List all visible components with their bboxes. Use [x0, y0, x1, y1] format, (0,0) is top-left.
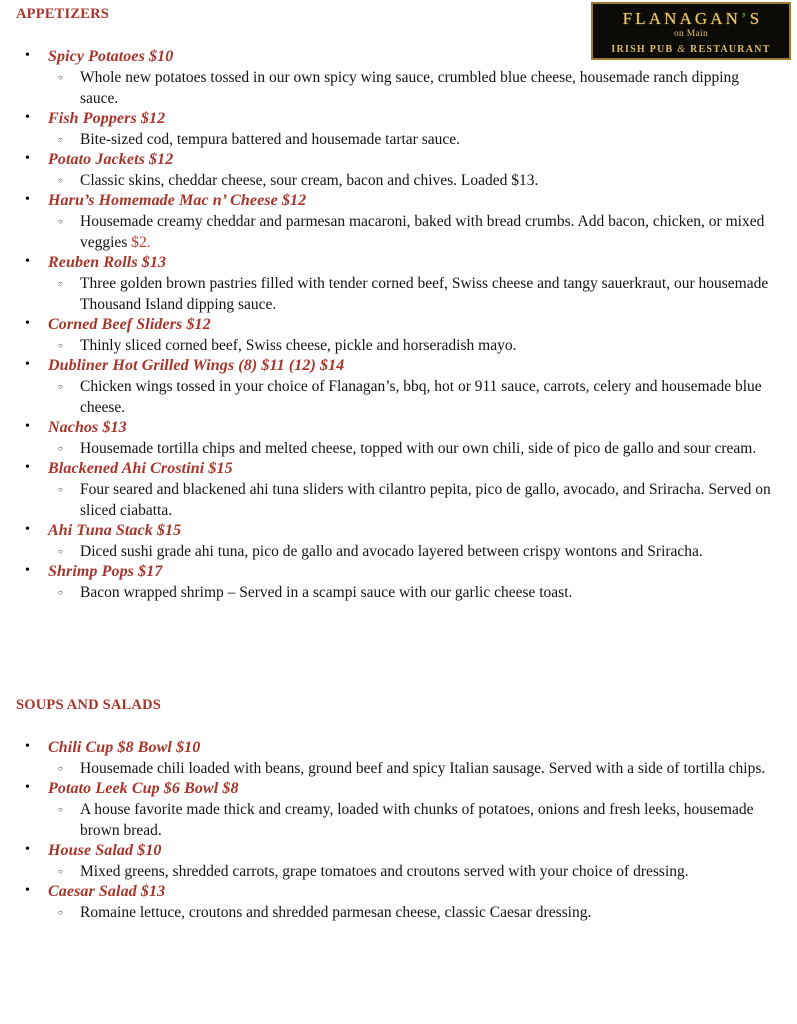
logo-apostrophe-shamrock: ’	[740, 9, 750, 28]
menu-item-name: • Potato Jackets $12	[48, 151, 174, 168]
menu-item-name: • Corned Beef Sliders $12	[48, 316, 211, 333]
menu-item	[0, 47, 781, 109]
logo-tagline-left: IRISH PUB	[611, 43, 674, 55]
menu-item-addon-price: $2.	[131, 234, 151, 251]
menu-item-description: ○ Thinly sliced corned beef, Swiss cheese, pickle and horseradish mayo.	[80, 337, 517, 354]
logo-subtitle: on Main	[673, 29, 709, 39]
menu-item-name: • Ahi Tuna Stack $15	[48, 522, 182, 539]
menu-item-description-row	[48, 799, 781, 841]
menu-item	[0, 109, 781, 150]
menu-item-description-row	[48, 170, 781, 191]
menu-item-name: • Dubliner Hot Grilled Wings (8) $11 (12) $14	[48, 357, 345, 374]
menu-item-description-row	[48, 902, 781, 923]
menu-item-name: • Spicy Potatoes $10	[48, 48, 174, 65]
menu-item-description-row	[48, 211, 781, 253]
menu-item-name: • Caesar Salad $13	[48, 883, 166, 900]
menu-item-description-row	[48, 376, 781, 418]
logo-tagline-ampersand: &	[677, 43, 687, 55]
menu-item-description-row	[48, 438, 781, 459]
menu-item	[0, 150, 781, 191]
menu-item-name: • Blackened Ahi Crostini $15	[48, 460, 233, 477]
menu-item-name: • House Salad $10	[48, 842, 162, 859]
menu-item-description-row	[48, 582, 781, 603]
logo-wordmark	[593, 10, 789, 27]
menu-item	[0, 779, 781, 841]
menu-item	[0, 738, 781, 779]
menu-item-description: ○ Bacon wrapped shrimp – Served in a scampi sauce with our garlic cheese toast.	[80, 584, 573, 601]
menu-item-description-text: Housemade creamy cheddar and parmesan macaroni, baked with bread crumbs. Add bacon, chicken, or mixed veggies	[80, 213, 765, 251]
menu-item-description: ○ Housemade chili loaded with beans, ground beef and spicy Italian sausage. Served with a side of tortilla chips.	[80, 760, 766, 777]
menu-item	[0, 882, 781, 923]
menu-item	[0, 315, 781, 356]
menu-item-description: ○ Diced sushi grade ahi tuna, pico de gallo and avocado layered between crispy wontons and Sriracha.	[80, 543, 703, 560]
menu-item-name: • Chili Cup $8 Bowl $10	[48, 739, 201, 756]
logo-tagline-right: RESTAURANT	[689, 43, 771, 55]
menu-item-description-row	[48, 67, 781, 109]
menu-item-name: • Fish Poppers $12	[48, 110, 166, 127]
menu-item-description: ○ Bite-sized cod, tempura battered and housemade tartar sauce.	[80, 131, 461, 148]
menu-item-name: • Shrimp Pops $17	[48, 563, 163, 580]
menu-item-description-row	[48, 758, 781, 779]
menu-item	[0, 191, 781, 253]
menu-item	[0, 356, 781, 418]
appetizers-menu-list	[0, 47, 781, 603]
menu-item-description: ○ Whole new potatoes tossed in our own spicy wing sauce, crumbled blue cheese, housemade ranch dipping sauce.	[80, 69, 739, 107]
menu-item-description: ○ Classic skins, cheddar cheese, sour cream, bacon and chives. Loaded $13.	[80, 172, 539, 189]
menu-item-description-row	[48, 541, 781, 562]
menu-item-description: ○ Four seared and blackened ahi tuna sliders with cilantro pepita, pico de gallo, avocado, and Sriracha. Served on sliced ciabatta.	[80, 481, 771, 519]
menu-item	[0, 841, 781, 882]
menu-item	[0, 459, 781, 521]
section-heading-appetizers: APPETIZERS	[16, 6, 110, 22]
logo-name-part1: FLANAGAN	[622, 9, 741, 28]
menu-item-description-row	[48, 129, 781, 150]
menu-item-description-row	[48, 273, 781, 315]
menu-item-description	[80, 211, 781, 253]
menu-item-description: ○ A house favorite made thick and creamy, loaded with chunks of potatoes, onions and fresh leeks, housemade brown bread.	[80, 801, 754, 839]
menu-item-description: ○ Romaine lettuce, croutons and shredded parmesan cheese, classic Caesar dressing.	[80, 904, 592, 921]
menu-item-description-row	[48, 479, 781, 521]
menu-item	[0, 521, 781, 562]
section-heading-soups-and-salads: SOUPS AND SALADS	[16, 697, 162, 713]
menu-item-description: ○ Mixed greens, shredded carrots, grape tomatoes and croutons served with your choice of dressing.	[80, 863, 689, 880]
menu-item-name: • Haru’s Homemade Mac n’ Cheese $12	[48, 192, 307, 209]
logo-name-part2: S	[749, 9, 763, 28]
menu-item-name: • Reuben Rolls $13	[48, 254, 167, 271]
menu-item-description: ○ Housemade tortilla chips and melted cheese, topped with our own chili, side of pico de gallo and sour cream.	[80, 440, 757, 457]
menu-item-name: • Potato Leek Cup $6 Bowl $8	[48, 780, 239, 797]
menu-item	[0, 562, 781, 603]
menu-item	[0, 253, 781, 315]
soups-and-salads-menu-list	[0, 738, 781, 923]
menu-item-description-row	[48, 335, 781, 356]
menu-item	[0, 418, 781, 459]
menu-item-description: ○ Three golden brown pastries filled with tender corned beef, Swiss cheese and tangy sauerkraut, our housemade Thousand Island dipping sauce.	[80, 275, 769, 313]
menu-item-description: ○ Chicken wings tossed in your choice of Flanagan’s, bbq, hot or 911 sauce, carrots, celery and housemade blue cheese.	[80, 378, 762, 416]
menu-item-name: • Nachos $13	[48, 419, 127, 436]
menu-item-description-row	[48, 861, 781, 882]
